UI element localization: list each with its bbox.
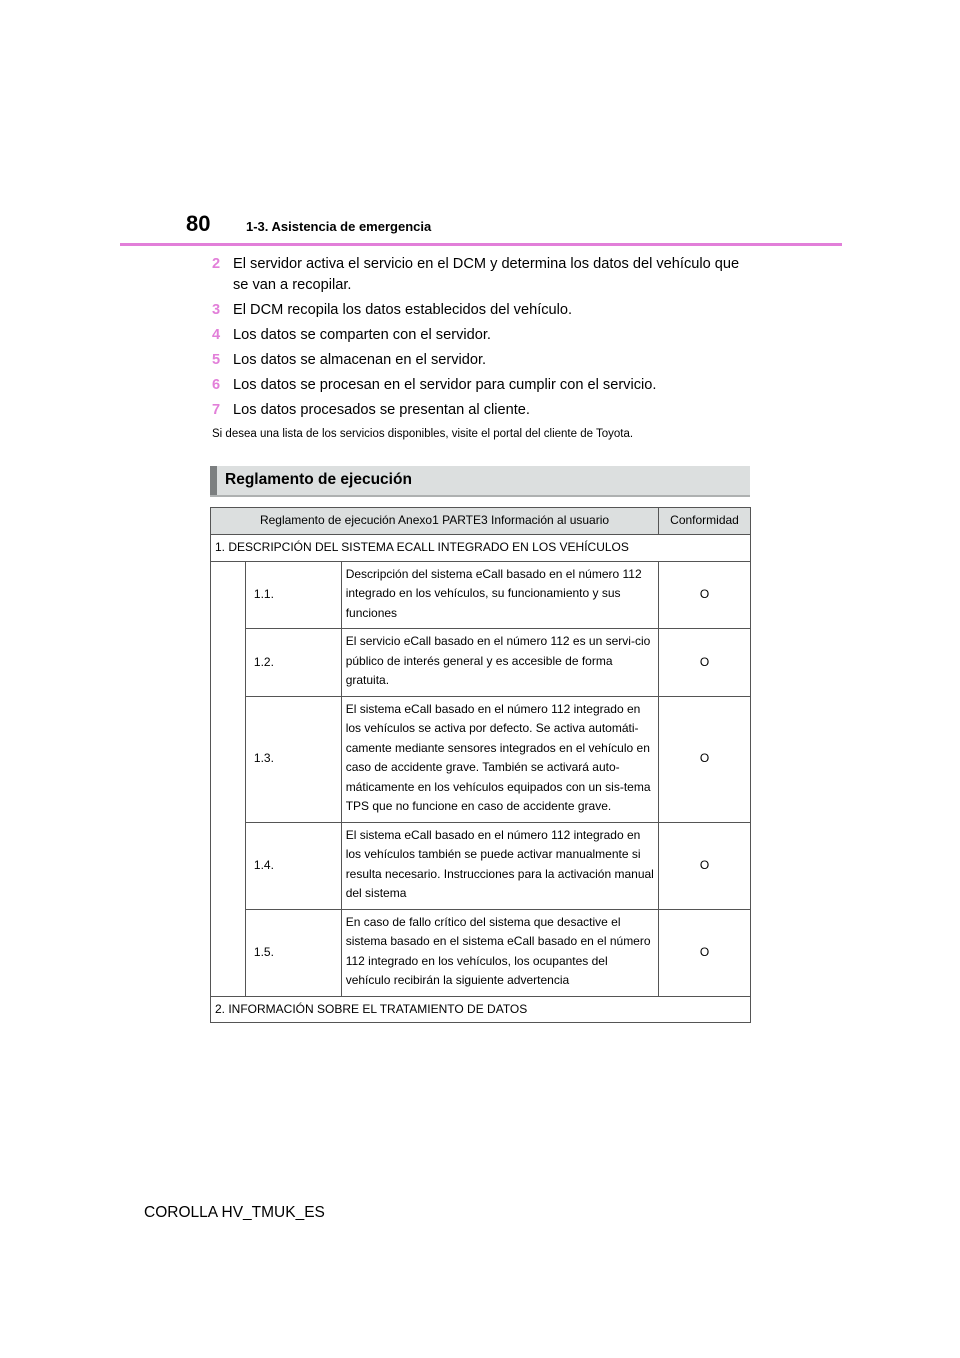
step-number: 2	[212, 256, 221, 272]
item-description: En caso de fallo crítico del sistema que desactive el sistema basado en el sistema eCall basado en el número 112 integrado en los vehículos, los ocupantes del vehículo recibirán la siguiente advertencia	[341, 909, 658, 996]
footer-model-code: COROLLA HV_TMUK_ES	[144, 1204, 325, 1221]
indent-cell	[211, 561, 246, 996]
step-number: 7	[212, 402, 221, 418]
column-header-conformity: Conformidad	[659, 508, 751, 535]
step-number: 3	[212, 302, 221, 318]
step-list	[212, 254, 752, 425]
step-item	[212, 325, 752, 346]
item-conformity: O	[659, 909, 751, 996]
section-row	[211, 535, 751, 562]
section-row	[211, 996, 751, 1023]
item-conformity: O	[659, 696, 751, 822]
step-number: 5	[212, 352, 221, 368]
table-row	[211, 696, 751, 822]
item-description: El servicio eCall basado en el número 112 es un servi-cio público de interés general y es accesible de forma gratuita.	[341, 629, 658, 697]
step-item	[212, 375, 752, 396]
section-2-title: 2. INFORMACIÓN SOBRE EL TRATAMIENTO DE DATOS	[211, 996, 751, 1023]
page-number: 80	[186, 211, 211, 236]
step-text: Los datos procesados se presentan al cliente.	[233, 402, 530, 418]
section-1-title: 1. DESCRIPCIÓN DEL SISTEMA ECALL INTEGRADO EN LOS VEHÍCULOS	[211, 535, 751, 562]
step-text: Los datos se procesan en el servidor para cumplir con el servicio.	[233, 377, 657, 393]
header-divider	[120, 243, 842, 246]
service-note: Si desea una lista de los servicios disponibles, visite el portal del cliente de Toyota.	[212, 428, 634, 440]
regulation-table	[210, 507, 751, 1023]
item-number: 1.5.	[245, 909, 341, 996]
item-conformity: O	[659, 629, 751, 697]
item-conformity: O	[659, 561, 751, 629]
table-row	[211, 822, 751, 909]
step-item	[212, 400, 752, 421]
step-text: El DCM recopila los datos establecidos del vehículo.	[233, 302, 573, 318]
regulation-heading	[210, 466, 750, 497]
heading-accent-bar	[210, 466, 217, 495]
step-text: Los datos se comparten con el servidor.	[233, 327, 491, 343]
table-row	[211, 561, 751, 629]
table-row	[211, 629, 751, 697]
step-number: 4	[212, 327, 221, 343]
step-text: El servidor activa el servicio en el DCM y determina los datos del vehículo que se van a recopilar.	[233, 256, 740, 293]
table-header-row	[211, 508, 751, 535]
item-description: Descripción del sistema eCall basado en el número 112 integrado en los vehículos, su funcionamiento y sus funciones	[341, 561, 658, 629]
section-title: 1-3. Asistencia de emergencia	[246, 219, 432, 234]
step-text: Los datos se almacenan en el servidor.	[233, 352, 487, 368]
regulation-heading-text: Reglamento de ejecución	[225, 471, 412, 488]
step-number: 6	[212, 377, 221, 393]
step-item	[212, 254, 752, 296]
item-description: El sistema eCall basado en el número 112 integrado en los vehículos se activa por defecto. Se activa automáti-camente mediante sensores integrados en el vehículo en caso de accidente grave. También se activará auto-máticamente en los vehículos equipados con un sis-tema TPS que no funcione en caso de accidente grave.	[341, 696, 658, 822]
step-item	[212, 350, 752, 371]
item-number: 1.3.	[245, 696, 341, 822]
item-number: 1.2.	[245, 629, 341, 697]
item-number: 1.4.	[245, 822, 341, 909]
item-conformity: O	[659, 822, 751, 909]
item-description: El sistema eCall basado en el número 112 integrado en los vehículos también se puede activar manualmente si resulta necesario. Instrucciones para la activación manual del sistema	[341, 822, 658, 909]
item-number: 1.1.	[245, 561, 341, 629]
step-item	[212, 300, 752, 321]
table-row	[211, 909, 751, 996]
column-header-regulation: Reglamento de ejecución Anexo1 PARTE3 Información al usuario	[211, 508, 659, 535]
